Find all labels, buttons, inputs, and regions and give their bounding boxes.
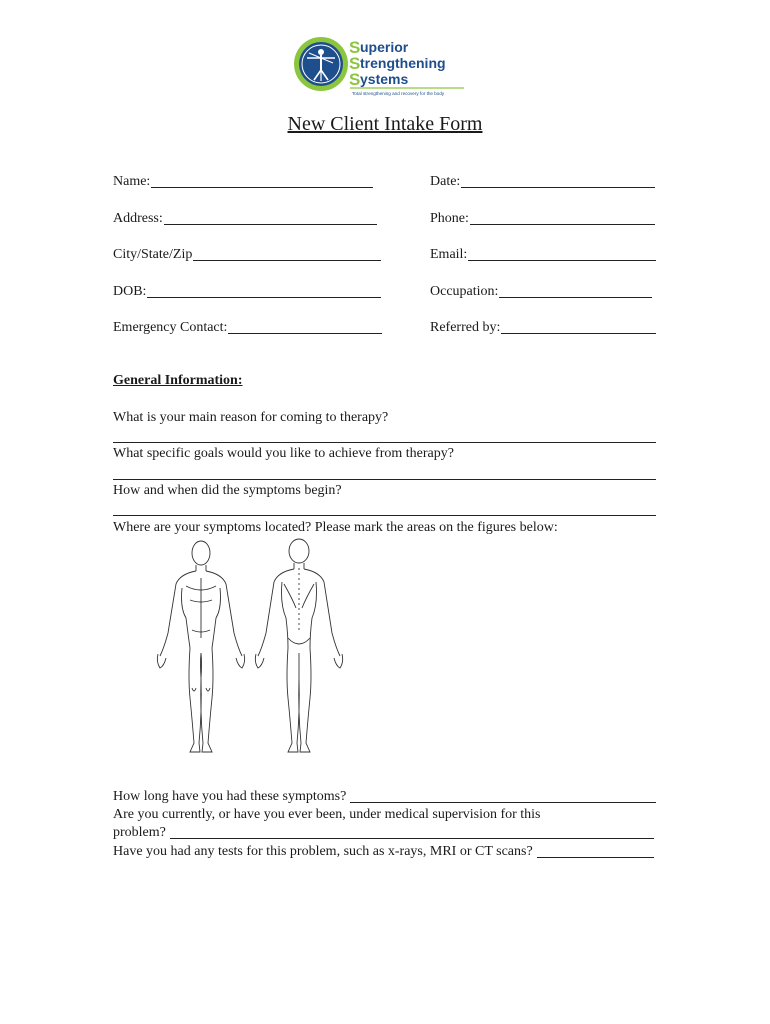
occupation-input-line[interactable] [499,283,652,298]
referred-by-field[interactable] [430,318,656,338]
address-label: Address: [113,211,163,226]
city-state-zip-input-line[interactable] [193,246,381,261]
form-title: New Client Intake Form [287,113,483,135]
question-medical-supervision: Are you currently, or have you ever been, under medical supervision for this [113,807,541,822]
front-body-figure [157,541,244,752]
svg-text:Total strengthening and recove: Total strengthening and recovery for the body [352,91,445,96]
date-label: Date: [430,174,461,189]
answer-line-goals[interactable] [113,479,656,480]
address-input-line[interactable] [164,210,377,225]
question-main-reason: What is your main reason for coming to therapy? [113,410,389,425]
email-field[interactable] [430,245,656,265]
body-diagram[interactable] [152,538,357,768]
medical-supervision-label-cont: problem? [113,825,166,840]
referred-by-label: Referred by: [430,320,501,335]
city-state-zip-field[interactable] [113,245,381,265]
email-input-line[interactable] [468,246,656,261]
dob-input-line[interactable] [147,283,381,298]
company-logo [292,33,472,97]
question-symptom-duration [113,788,656,806]
answer-line-main-reason[interactable] [113,442,656,443]
phone-input-line[interactable] [470,210,655,225]
emergency-contact-input-line[interactable] [228,319,382,334]
question-medical-supervision-cont [113,824,654,842]
svg-text:ystems: ystems [360,71,409,87]
symptom-duration-label: How long have you had these symptoms? [113,789,347,804]
answer-line-medical-supervision[interactable] [170,826,654,839]
answer-line-symptom-duration[interactable] [350,790,656,803]
question-goals: What specific goals would you like to achieve from therapy? [113,446,454,461]
general-info-heading: General Information: [113,373,243,388]
name-label: Name: [113,174,151,189]
answer-line-tests[interactable] [537,845,654,858]
occupation-field[interactable] [430,282,652,302]
question-symptom-location: Where are your symptoms located? Please mark the areas on the figures below: [113,520,558,535]
email-label: Email: [430,247,468,262]
date-input-line[interactable] [461,173,655,188]
name-input-line[interactable] [151,173,373,188]
question-symptom-onset: How and when did the symptoms begin? [113,483,342,498]
referred-by-input-line[interactable] [501,319,656,334]
svg-text:trengthening: trengthening [360,55,446,71]
dob-label: DOB: [113,284,147,299]
address-field[interactable] [113,209,377,229]
svg-text:S: S [349,70,361,89]
phone-field[interactable] [430,209,655,229]
answer-line-symptom-onset[interactable] [113,515,656,516]
emergency-contact-label: Emergency Contact: [113,320,228,335]
svg-text:S: S [349,38,361,57]
emergency-contact-field[interactable] [113,318,382,338]
back-body-figure [255,539,342,752]
dob-field[interactable] [113,282,381,302]
svg-text:S: S [349,54,361,73]
city-state-zip-label: City/State/Zip [113,247,193,262]
occupation-label: Occupation: [430,284,499,299]
name-field[interactable] [113,172,373,192]
phone-label: Phone: [430,211,469,226]
date-field[interactable] [430,172,655,192]
svg-text:uperior: uperior [360,39,409,55]
tests-label: Have you had any tests for this problem, such as x-rays, MRI or CT scans? [113,844,533,859]
question-tests [113,843,654,861]
